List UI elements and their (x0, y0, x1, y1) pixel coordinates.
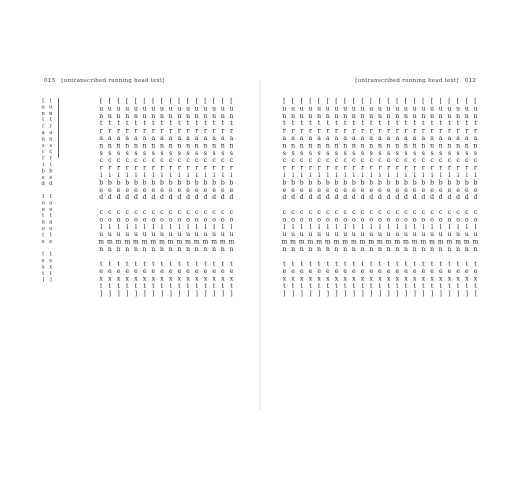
right-text-column: [untranscribed column text] (402, 98, 410, 298)
footnote-line: [untranscribed footnote text] (40, 98, 47, 284)
right-text-column: [untranscribed column text] (376, 98, 384, 298)
right-text-column: [untranscribed column text] (445, 98, 453, 298)
left-text-column: [untranscribed column text] (184, 98, 192, 298)
right-text-column: [untranscribed column text] (454, 98, 462, 298)
left-text-column: [untranscribed column text] (123, 98, 131, 298)
right-text-column: [untranscribed column text] (315, 98, 323, 298)
right-page-number: 012 (464, 78, 476, 84)
right-text-column: [untranscribed column text] (437, 98, 445, 298)
left-text-column: [untranscribed column text] (158, 98, 166, 298)
footnote-rule (58, 98, 59, 158)
right-page (264, 78, 480, 404)
right-text-column: [untranscribed column text] (472, 98, 479, 298)
right-text-column: [untranscribed column text] (341, 98, 349, 298)
right-text-column: [untranscribed column text] (350, 98, 358, 298)
left-running-head-text: [untranscribed running head text] (61, 78, 165, 84)
right-text-column: [untranscribed column text] (280, 98, 288, 298)
left-text-column: [untranscribed column text] (149, 98, 157, 298)
right-text-column: [untranscribed column text] (463, 98, 471, 298)
left-text-column: [untranscribed column text] (201, 98, 209, 298)
right-text-column: [untranscribed column text] (324, 98, 332, 298)
left-text-column: [untranscribed column text] (193, 98, 201, 298)
left-text-column: [untranscribed column text] (228, 98, 235, 298)
left-text-column: [untranscribed column text] (210, 98, 218, 298)
left-text-column: [untranscribed column text] (141, 98, 149, 298)
left-text-column: [untranscribed column text] (167, 98, 175, 298)
right-text-column: [untranscribed column text] (333, 98, 340, 298)
right-text-column: [untranscribed column text] (289, 98, 297, 298)
right-text-column: [untranscribed column text] (385, 98, 393, 298)
left-running-header (40, 78, 165, 84)
left-page-number: 013 (44, 78, 56, 84)
right-text-column: [untranscribed column text] (428, 98, 436, 298)
right-text-column: [untranscribed column text] (411, 98, 419, 298)
left-body-text (98, 98, 234, 390)
footnote-line: [untranscribed footnote text] (47, 98, 54, 284)
left-text-column: [untranscribed column text] (175, 98, 183, 298)
left-page (40, 78, 256, 404)
right-text-column: [untranscribed column text] (419, 98, 427, 298)
left-text-column: [untranscribed column text] (219, 98, 227, 298)
left-footnotes (40, 98, 53, 390)
right-text-column: [untranscribed column text] (359, 98, 367, 298)
right-body-text (281, 98, 478, 390)
left-text-column: [untranscribed column text] (115, 98, 123, 298)
left-text-column: [untranscribed column text] (97, 98, 105, 298)
right-running-header (355, 78, 480, 84)
left-text-column: [untranscribed column text] (106, 98, 114, 298)
right-text-column: [untranscribed column text] (298, 98, 306, 298)
right-text-column: [untranscribed column text] (393, 98, 401, 298)
right-text-column: [untranscribed column text] (367, 98, 375, 298)
left-text-column: [untranscribed column text] (132, 98, 140, 298)
right-text-column: [untranscribed column text] (306, 98, 314, 298)
right-running-head-text: [untranscribed running head text] (355, 78, 459, 84)
book-gutter (259, 80, 261, 410)
